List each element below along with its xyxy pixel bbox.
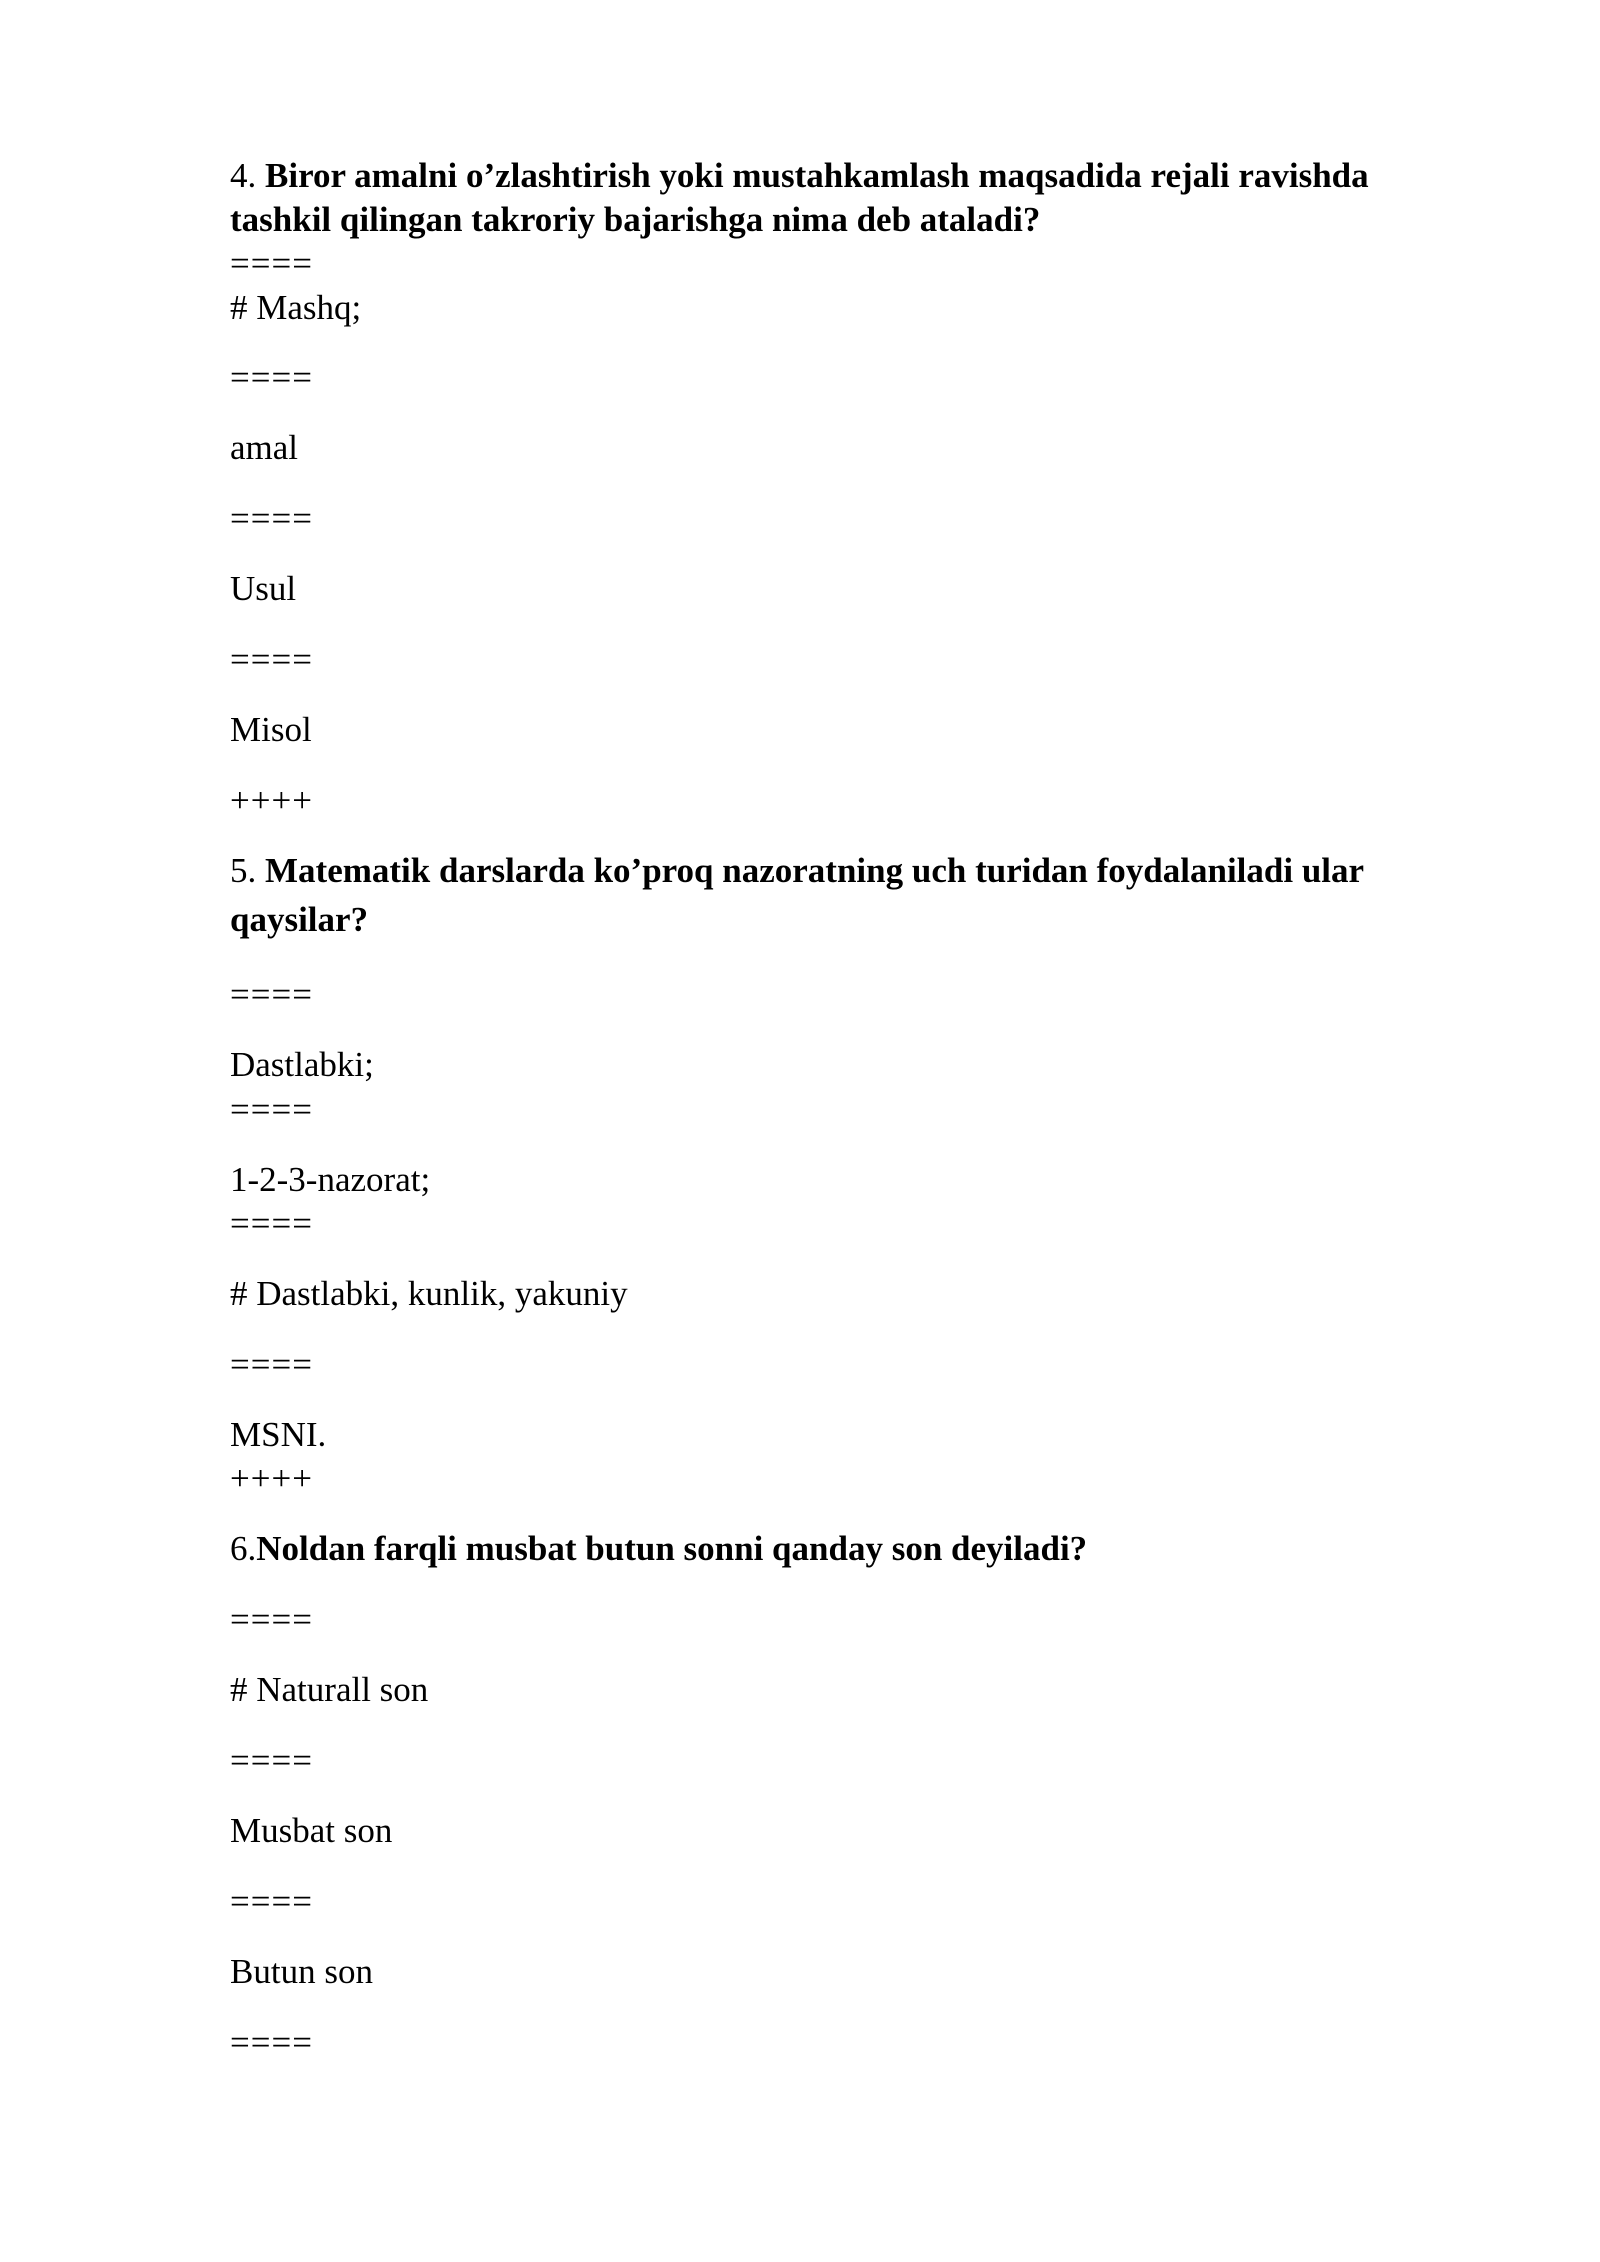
answer-option: Musbat son (230, 1811, 393, 1850)
separator: ==== (230, 1600, 313, 1639)
separator: ==== (230, 499, 313, 538)
question-6-line-1 (230, 1527, 1087, 1571)
separator: ==== (230, 1204, 313, 1243)
separator: ==== (230, 244, 313, 283)
separator: ==== (230, 1741, 313, 1780)
separator: ==== (230, 2023, 313, 2062)
answer-option: amal (230, 428, 299, 467)
question-4-line-2: tashkil qilingan takroriy bajarishga nima deb ataladi? (230, 200, 1041, 239)
question-text: Matematik darslarda ko’proq nazoratning uch turidan foydalaniladi ular (265, 851, 1365, 890)
question-number: 5. (230, 851, 257, 890)
answer-option: Misol (230, 710, 312, 749)
separator: ==== (230, 640, 313, 679)
answer-option-correct: # Mashq; (230, 288, 362, 327)
answer-option: 1-2-3-nazorat; (230, 1160, 431, 1199)
question-5-line-1 (230, 849, 1364, 893)
answer-option-correct: # Dastlabki, kunlik, yakuniy (230, 1274, 628, 1313)
question-4-line-1 (230, 154, 1369, 198)
end-marker: ++++ (230, 781, 313, 820)
separator: ==== (230, 975, 313, 1014)
separator: ==== (230, 1345, 313, 1384)
answer-option: Usul (230, 569, 297, 608)
separator: ==== (230, 358, 313, 397)
answer-option-correct: # Naturall son (230, 1670, 429, 1709)
question-text: Biror amalni o’zlashtirish yoki mustahkamlash maqsadida rejali ravishda (265, 156, 1369, 195)
question-number: 4. (230, 156, 257, 195)
question-text: Noldan farqli musbat butun sonni qanday son deyiladi? (256, 1529, 1088, 1568)
answer-option: Dastlabki; (230, 1045, 374, 1084)
answer-option: MSNI. (230, 1415, 327, 1454)
question-number: 6. (230, 1529, 257, 1568)
end-marker: ++++ (230, 1459, 313, 1498)
answer-option: Butun son (230, 1952, 373, 1991)
separator: ==== (230, 1090, 313, 1129)
question-5-line-2: qaysilar? (230, 900, 369, 939)
separator: ==== (230, 1882, 313, 1921)
